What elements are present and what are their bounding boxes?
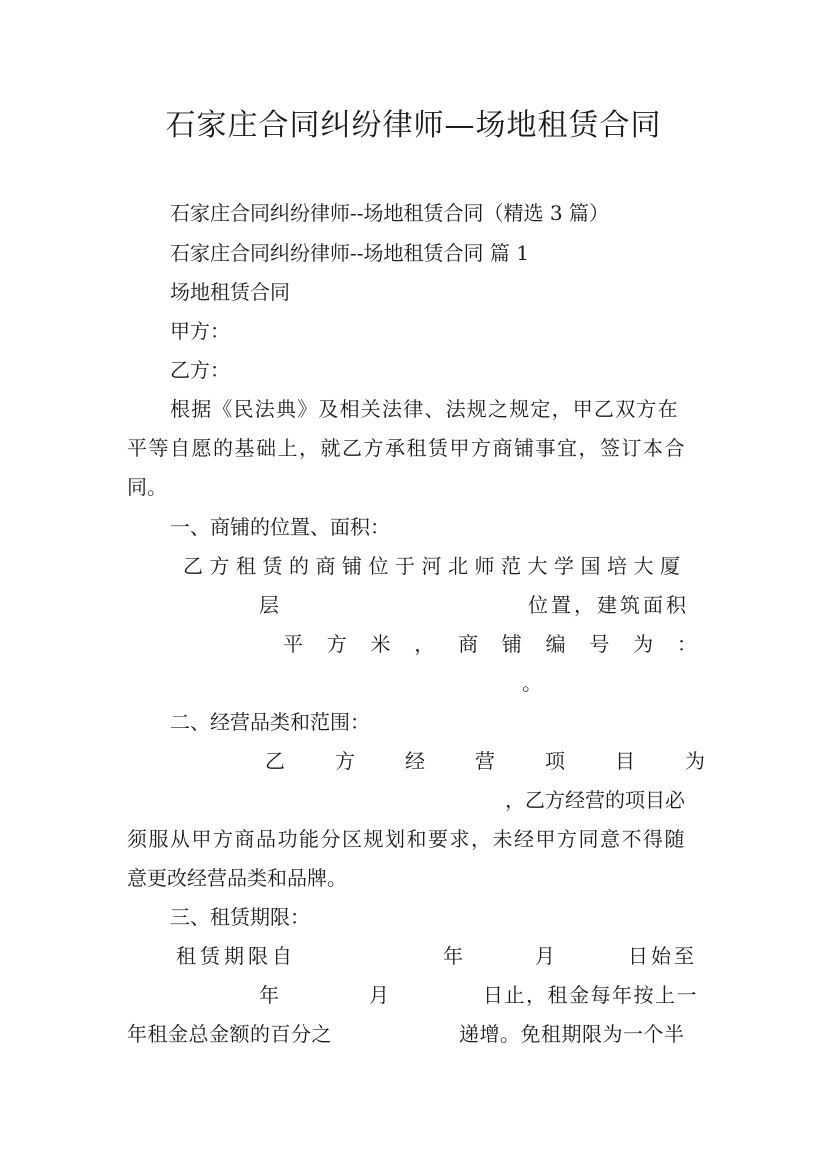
paragraph-fragment: ，乙方经营的项目必 xyxy=(505,788,685,812)
justified-line: 乙 方 经 营 项 目 为 xyxy=(265,749,705,773)
paragraph-fragment: 年 xyxy=(259,983,279,1007)
party-a-label: 甲方： xyxy=(170,319,230,343)
paragraph-line: 意更改经营品类和品牌。 xyxy=(127,866,347,890)
paragraph-fragment: 年 xyxy=(443,944,463,968)
paragraph-fragment: 递增。免租期限为一个半 xyxy=(459,1022,685,1046)
paragraph-fragment: 。 xyxy=(522,671,542,695)
paragraph-line: 乙方租赁的商铺位于河北师范大学国培大厦 xyxy=(183,554,687,578)
subtitle-line: 石家庄合同纠纷律师--场地租赁合同（精选 3 篇） xyxy=(170,201,609,225)
contract-name: 场地租赁合同 xyxy=(170,280,290,304)
party-b-label: 乙方： xyxy=(170,358,230,382)
paragraph-fragment: 层 xyxy=(259,593,279,617)
paragraph-line: 须服从甲方商品功能分区规划和要求，未经甲方同意不得随 xyxy=(127,827,686,851)
paragraph-fragment: 月 xyxy=(535,944,555,968)
paragraph-fragment: 租赁期限自 xyxy=(176,944,296,968)
justified-line: 平 方 米 ， 商 铺 编 号 为 ： xyxy=(283,632,697,656)
paragraph-fragment: 日始至 xyxy=(628,944,697,968)
clause-heading-2: 二、经营品类和范围： xyxy=(170,710,370,734)
paragraph-fragment: 位置，建筑面积 xyxy=(528,593,689,617)
clause-heading-3: 三、租赁期限： xyxy=(170,905,310,929)
clause-heading-1: 一、商铺的位置、面积： xyxy=(170,515,390,539)
paragraph-line: 根据《民法典》及相关法律、法规之规定，甲乙双方在 xyxy=(170,397,679,421)
paragraph-fragment: 年租金总金额的百分之 xyxy=(127,1022,332,1046)
paragraph-fragment: 月 xyxy=(369,983,389,1007)
paragraph-fragment: 日止，租金每年按上一 xyxy=(483,983,698,1007)
paragraph-line: 平等自愿的基础上，就乙方承租赁甲方商铺事宜，签订本合 xyxy=(127,436,686,460)
paragraph-line: 同。 xyxy=(127,475,167,499)
document-title: 石家庄合同纠纷律师—场地租赁合同 xyxy=(165,108,662,143)
section-heading: 石家庄合同纠纷律师--场地租赁合同 篇 1 xyxy=(170,241,529,265)
